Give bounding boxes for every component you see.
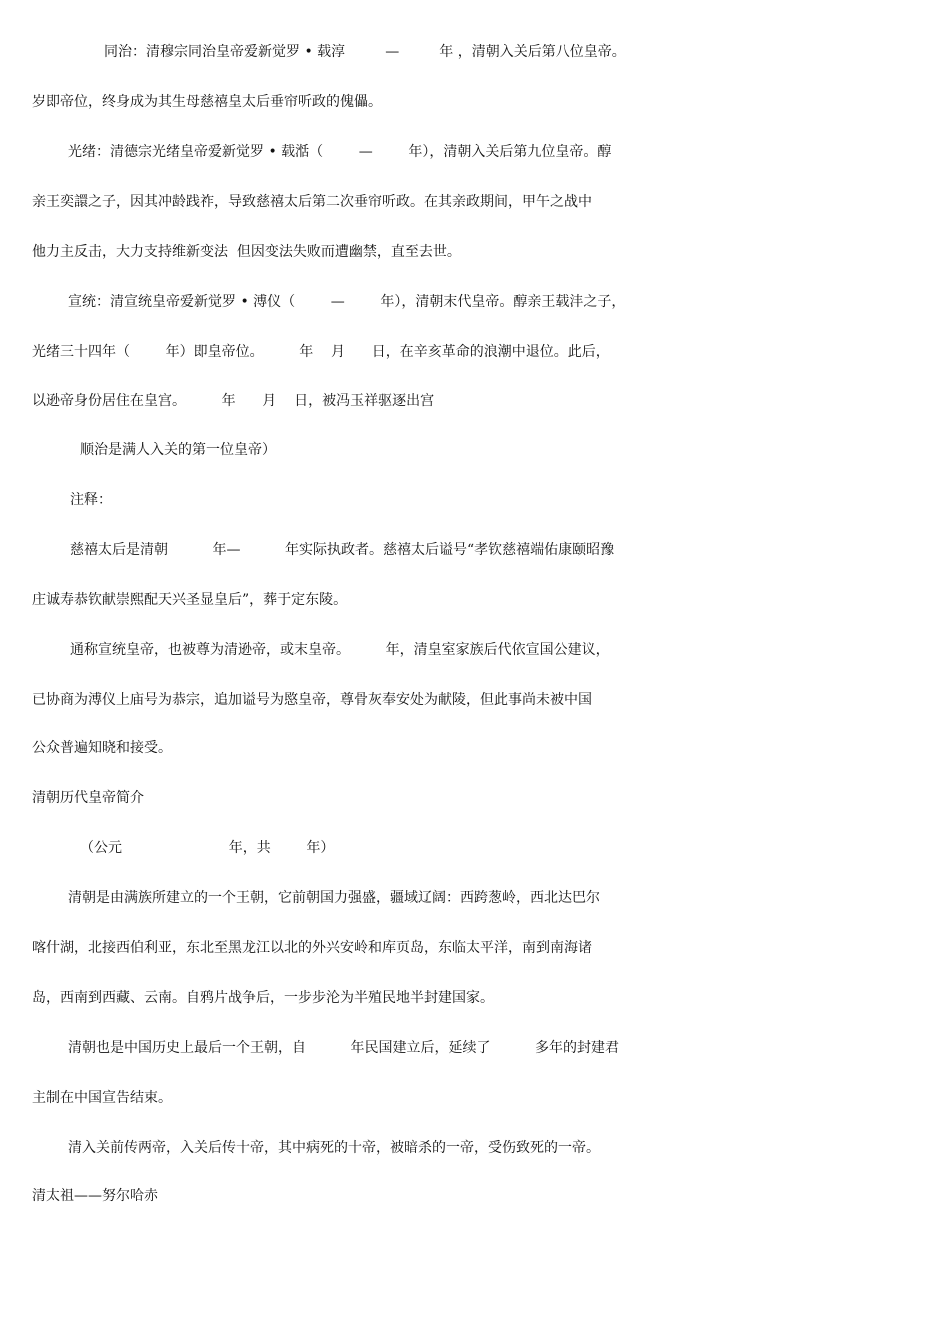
text-line: （公元 年，共 年） (80, 840, 335, 856)
section-heading: 注释： (70, 492, 112, 508)
text-line: 主制在中国宣告结束。 (32, 1090, 172, 1106)
text-line: 顺治是满人入关的第一位皇帝） (80, 442, 276, 458)
text-line: 同治：清穆宗同治皇帝爱新觉罗 • 载淳 — 年 ，清朝入关后第八位皇帝。 (104, 44, 626, 60)
section-title: 清太祖——努尔哈赤 (32, 1188, 158, 1204)
text-line: 光绪三十四年（ 年）即皇帝位。 年 月 日，在辛亥革命的浪潮中退位。此后， (32, 344, 610, 360)
text-line: 亲王奕譞之子，因其冲龄践祚，导致慈禧太后第二次垂帘听政。在其亲政期间，甲午之战中 (32, 194, 592, 210)
text-line: 清朝也是中国历史上最后一个王朝，自 年民国建立后，延续了 多年的封建君 (68, 1040, 620, 1056)
section-title: 清朝历代皇帝简介 (32, 790, 144, 806)
text-line: 他力主反击，大力支持维新变法 但因变法失败而遭幽禁，直至去世。 (32, 244, 461, 260)
text-line: 慈禧太后是清朝 年— 年实际执政者。慈禧太后谥号“孝钦慈禧端佑康颐昭豫 (70, 542, 615, 558)
text-line: 以逊帝身份居住在皇宫。 年 月 日，被冯玉祥驱逐出宫 (32, 393, 435, 409)
text-line: 已协商为溥仪上庙号为恭宗，追加谥号为愍皇帝，尊骨灰奉安处为献陵，但此事尚未被中国 (32, 692, 592, 708)
text-line: 清朝是由满族所建立的一个王朝，它前朝国力强盛，疆域辽阔：西跨葱岭，西北达巴尔 (68, 890, 600, 906)
text-line: 清入关前传两帝，入关后传十帝，其中病死的十帝，被暗杀的一帝，受伤致死的一帝。 (68, 1140, 600, 1156)
text-line: 宣统：清宣统皇帝爱新觉罗 • 溥仪（ — 年），清朝末代皇帝。醇亲王载沣之子， (68, 294, 626, 310)
text-line: 喀什湖，北接西伯利亚，东北至黑龙江以北的外兴安岭和库页岛，东临太平洋，南到南海诸 (32, 940, 592, 956)
text-line: 通称宣统皇帝，也被尊为清逊帝，或末皇帝。 年，清皇室家族后代依宣国公建议， (70, 642, 610, 658)
text-line: 光绪：清德宗光绪皇帝爱新觉罗 • 载湉（ — 年），清朝入关后第九位皇帝。醇 (68, 144, 612, 160)
text-line: 岁即帝位，终身成为其生母慈禧皇太后垂帘听政的傀儡。 (32, 94, 382, 110)
text-line: 庄诚寿恭钦献崇熙配天兴圣显皇后”，葬于定东陵。 (32, 592, 348, 608)
text-line: 岛，西南到西藏、云南。自鸦片战争后，一步步沦为半殖民地半封建国家。 (32, 990, 494, 1006)
text-line: 公众普遍知晓和接受。 (32, 740, 172, 756)
